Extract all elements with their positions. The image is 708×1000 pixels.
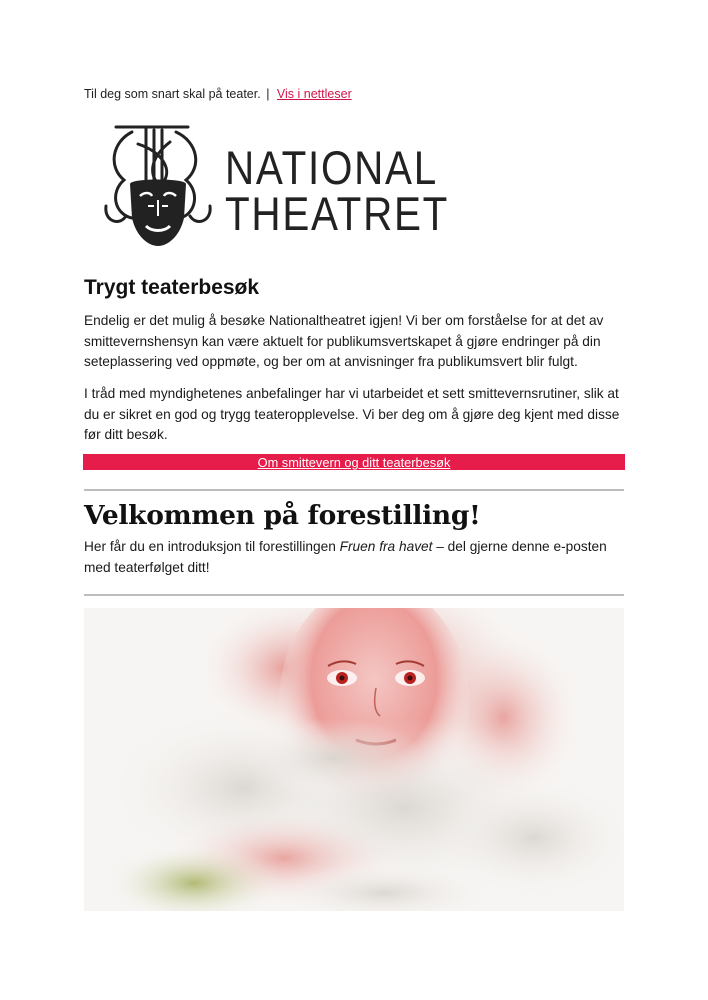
welcome-intro [84, 537, 632, 578]
intro-text-end: – del gjerne denne e-posten med teaterfølget ditt! [84, 539, 607, 575]
nationaltheatret-logo[interactable] [102, 122, 482, 252]
preheader-separator: | [266, 87, 270, 101]
hero-image [84, 608, 624, 911]
preheader [84, 87, 352, 101]
safety-cta-bar [83, 454, 625, 470]
safety-paragraph-2: I tråd med myndighetenes anbefalinger har vi utarbeidet et sett smittevernsrutiner, slik at du er sikret en god og trygg teateropplevelse. Vi ber deg om å gjøre deg kjent med disse før ditt besøk. [84, 386, 620, 443]
view-in-browser-link[interactable]: Vis i nettleser [276, 87, 352, 101]
logo-wordmark-line1: NATIONAL [225, 141, 438, 194]
play-title: Fruen fra havet [339, 539, 433, 554]
intro-text-start: Her får du en introduksjon til forestillingen [84, 539, 340, 554]
safety-paragraph-1: Endelig er det mulig å besøke Nationaltheatret igjen! Vi ber om forståelse for at det av smittevernshensyn kan være aktuelt for publikumsvertskapet å gjøre endringer på din seteplassering ved oppmøte, og ber om at anvisninger fra publikumsvert blir fulgt. [84, 313, 604, 370]
logo-wordmark-line2: THEATRET [225, 187, 450, 240]
welcome-heading: Velkommen på forestilling! [84, 500, 481, 531]
preheader-text: Til deg som snart skal på teater. [84, 87, 261, 101]
safety-heading: Trygt teaterbesøk [84, 276, 260, 299]
theatre-mask-emblem-icon [102, 122, 214, 252]
divider [84, 489, 624, 491]
hero-portrait-illustration [84, 608, 624, 911]
divider [84, 594, 624, 596]
safety-info-link[interactable]: Om smittevern og ditt teaterbesøk [257, 455, 451, 470]
